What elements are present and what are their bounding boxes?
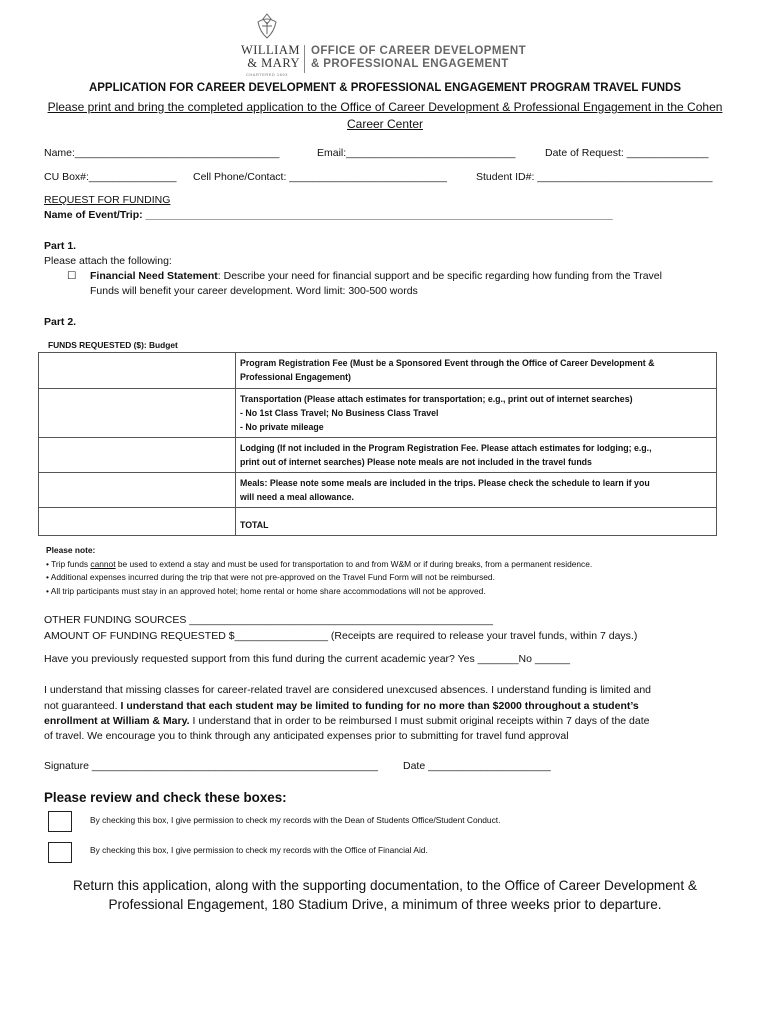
table-row bbox=[39, 508, 717, 536]
funds-table bbox=[38, 352, 717, 536]
previous-request-field[interactable]: Have you previously requested support from this fund during the current academic year? Yes _______No ______ bbox=[44, 653, 570, 665]
review-heading: Please review and check these boxes: bbox=[44, 790, 287, 805]
financial-aid-checkbox-label: By checking this box, I give permission to check my records with the Office of Financial Aid. bbox=[90, 845, 428, 855]
table-row bbox=[39, 438, 717, 473]
note-line-3: • All trip participants must stay in an approved hotel; home rental or home share accommodations will not be approved. bbox=[46, 586, 486, 596]
part1-heading: Part 1. bbox=[44, 240, 77, 252]
amount-requested-field[interactable]: AMOUNT OF FUNDING REQUESTED $________________ (Receipts are required to release your travel funds, within 7 days.) bbox=[44, 630, 638, 642]
note-line-2: • Additional expenses incurred during the trip that were not pre-approved on the Travel Fund Form will not be reimbursed. bbox=[46, 572, 495, 582]
amount-cell-transportation[interactable] bbox=[39, 389, 236, 438]
item-total: TOTAL bbox=[236, 508, 717, 536]
logo-divider bbox=[304, 45, 305, 73]
return-instructions: Return this application, along with the supporting documentation, to the Office of Career Development & Professional Engagement, 180 Stadium Drive, a minimum of three weeks prior to departure. bbox=[73, 878, 697, 912]
item-meals: Meals: Please note some meals are included in the trips. Please check the schedule to learn if you will need a meal allowance. bbox=[236, 473, 717, 508]
part1-bullet-icon: ☐ bbox=[67, 270, 77, 282]
request-heading: REQUEST FOR FUNDING bbox=[44, 194, 171, 206]
part1-item-line1: Financial Need Statement: Describe your need for financial support and be specific regarding how funding from the Travel bbox=[90, 270, 662, 282]
agreement-line-2: not guaranteed. I understand that each student may be limited to funding for no more than $2000 throughout a student’s bbox=[44, 700, 639, 712]
table-row bbox=[39, 473, 717, 508]
part1-item-line2: Funds will benefit your career development. Word limit: 300-500 words bbox=[90, 285, 418, 297]
other-funding-field[interactable]: OTHER FUNDING SOURCES ____________________________________________________ bbox=[44, 614, 493, 626]
cu-box-field[interactable]: CU Box#:_______________ bbox=[44, 171, 177, 183]
note-line-1: • Trip funds cannot be used to extend a stay and must be used for transportation to and from W&M or if during breaks, from a permanent residence. bbox=[46, 559, 593, 569]
item-transportation: Transportation (Please attach estimates for transportation; e.g., print out of internet searches) - No 1st Class Travel; No Business Class Travel - No private mileage bbox=[236, 389, 717, 438]
signature-date-field[interactable]: Date _____________________ bbox=[403, 760, 551, 772]
student-id-field[interactable]: Student ID#: ______________________________ bbox=[476, 171, 713, 183]
agreement-line-3: enrollment at William & Mary. I understand that in order to be reimbursed I must submit original receipts within 7 days of the date bbox=[44, 715, 650, 727]
signature-field[interactable]: Signature _________________________________________________ bbox=[44, 760, 379, 772]
funds-table-caption: FUNDS REQUESTED ($): Budget bbox=[48, 340, 178, 350]
dean-of-students-checkbox[interactable] bbox=[48, 811, 72, 832]
agreement-line-1: I understand that missing classes for career-related travel are considered unexcused absences. I understand funding is limited and bbox=[44, 684, 652, 696]
event-trip-field[interactable]: Name of Event/Trip: ________________________________________________________________________________ bbox=[44, 209, 613, 221]
page-title: APPLICATION FOR CAREER DEVELOPMENT & PROFESSIONAL ENGAGEMENT PROGRAM TRAVEL FUNDS bbox=[88, 82, 682, 94]
cell-phone-field[interactable]: Cell Phone/Contact: ___________________________ bbox=[193, 171, 447, 183]
university-wordmark: WILLIAM & MARY bbox=[240, 43, 300, 70]
amount-cell-registration[interactable] bbox=[39, 353, 236, 389]
financial-aid-checkbox[interactable] bbox=[48, 842, 72, 863]
logo-tagline: CHARTERED 1693 bbox=[246, 72, 288, 77]
notes-heading: Please note: bbox=[46, 545, 96, 555]
part2-heading: Part 2. bbox=[44, 316, 77, 328]
university-seal-icon bbox=[254, 12, 280, 40]
amount-cell-total[interactable] bbox=[39, 508, 236, 536]
date-of-request-field[interactable]: Date of Request: ______________ bbox=[545, 147, 709, 159]
item-lodging: Lodging (If not included in the Program Registration Fee. Please attach estimates for lodging; e.g., print out of internet searches) Please note meals are not included in the travel funds bbox=[236, 438, 717, 473]
table-row bbox=[39, 353, 717, 389]
agreement-line-4: of travel. We encourage you to think through any anticipated expenses prior to submitting for travel fund approval bbox=[44, 730, 569, 742]
office-wordmark: OFFICE OF CAREER DEVELOPMENT & PROFESSIONAL ENGAGEMENT bbox=[311, 45, 527, 70]
table-row bbox=[39, 389, 717, 438]
part1-intro: Please attach the following: bbox=[44, 255, 172, 267]
amount-cell-meals[interactable] bbox=[39, 473, 236, 508]
item-registration-fee: Program Registration Fee (Must be a Sponsored Event through the Office of Career Development & Professional Engagement) bbox=[236, 353, 717, 389]
email-field[interactable]: Email:_____________________________ bbox=[317, 147, 516, 159]
page-subtitle: Please print and bring the completed application to the Office of Career Development & Professional Engagement in the Cohen Career Center bbox=[47, 100, 723, 131]
amount-cell-lodging[interactable] bbox=[39, 438, 236, 473]
name-field[interactable]: Name:___________________________________ bbox=[44, 147, 280, 159]
dean-of-students-checkbox-label: By checking this box, I give permission to check my records with the Dean of Students Office/Student Conduct. bbox=[90, 815, 501, 825]
